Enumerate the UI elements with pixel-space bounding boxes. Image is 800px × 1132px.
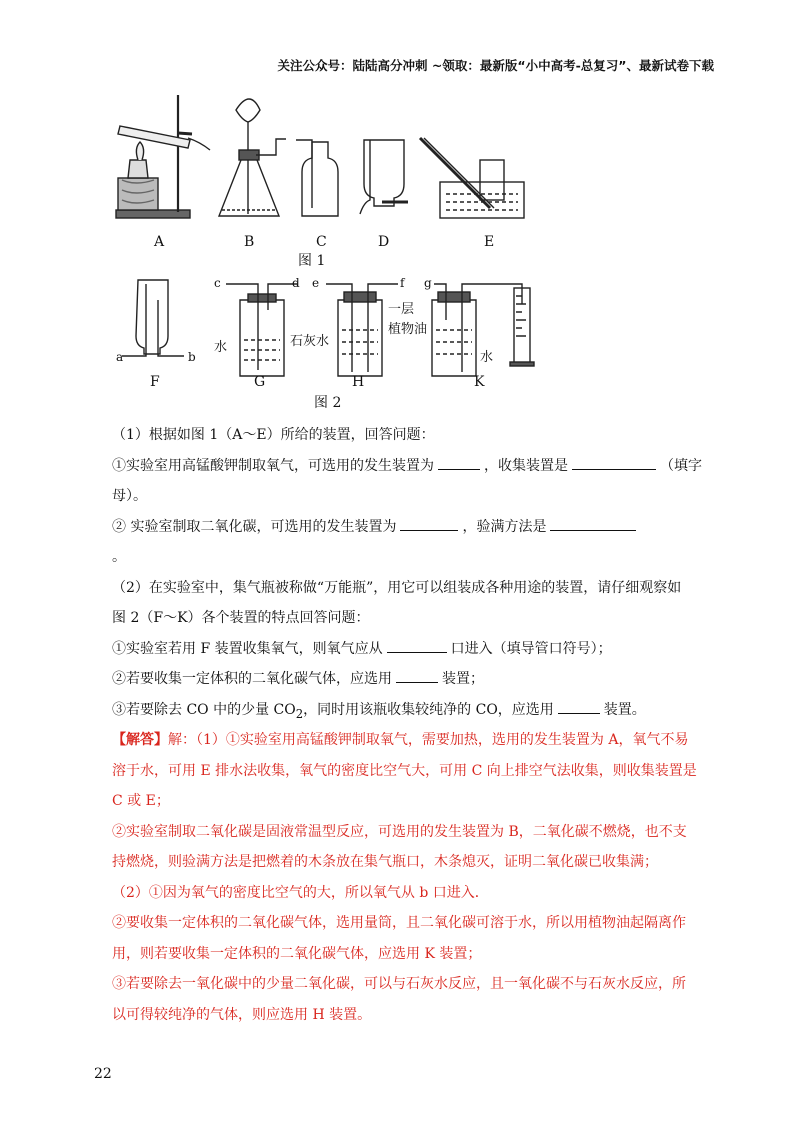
answer-line-6: （2）①因为氧气的密度比空气的大，所以氧气从 b 口进入． [112, 884, 489, 901]
answer-blank[interactable] [400, 514, 458, 531]
apparatus-b-drawing [219, 99, 286, 216]
label-a: A [154, 234, 165, 250]
answer-tag: 【解答】 [112, 732, 168, 748]
figure1-caption: 图 1 [298, 253, 326, 269]
figure2-caption: 图 2 [314, 395, 342, 411]
label-f: F [150, 374, 160, 390]
port-f: f [400, 276, 405, 290]
label-k: K [474, 374, 485, 390]
label-c: C [316, 234, 327, 250]
answer-blank[interactable] [550, 514, 636, 531]
label-e: E [484, 234, 495, 250]
answer-line-9: ③若要除去一氧化碳中的少量二氧化碳，可以与石灰水反应，且一氧化碳不与石灰水反应，所 [112, 976, 686, 992]
page-header: 关注公众号：陆陆高分冲刺 ~领取：最新版“小中高考-总复习”、最新试卷下载 [277, 58, 714, 73]
apparatus-g-drawing [226, 284, 298, 376]
question-answer-body [112, 420, 706, 1030]
answer-line-7: ②要收集一定体积的二氧化碳气体，选用量筒，且二氧化碳可溶于水，所以用植物油起隔离作 [112, 915, 686, 931]
label-g: G [254, 374, 266, 390]
q1-item2-cont: 。 [112, 549, 126, 565]
answer-line-3: C 或 E； [112, 793, 170, 809]
q2-intro-a: （2）在实验室中，集气瓶被称做“万能瓶”，用它可以组装成各种用途的装置，请仔细观察如 [112, 579, 682, 596]
label-d: D [378, 234, 390, 250]
answer-line-5: 持燃烧，则验满方法是把燃着的木条放在集气瓶口，木条熄灭，证明二氧化碳已收集满； [112, 854, 658, 870]
apparatus-c-drawing [296, 140, 338, 216]
port-d: d [292, 276, 300, 290]
apparatus-d-drawing [360, 140, 408, 214]
annotation-water-k: 水 [480, 350, 494, 365]
annotation-water-g: 水 [214, 340, 228, 355]
answer-blank[interactable] [387, 636, 447, 653]
port-e: e [312, 276, 320, 290]
port-c: c [214, 276, 221, 290]
apparatus-f-drawing [122, 280, 184, 356]
answer-line-10: 以可得较纯净的气体，则应选用 H 装置。 [112, 1006, 372, 1023]
q1-intro: （1）根据如图 1（A～E）所给的装置，回答问题： [112, 427, 435, 443]
q2-intro-b: 图 2（F～K）各个装置的特点回答问题： [112, 610, 370, 626]
q2-item3: ③若要除去 CO 中的少量 $CO_2$，同时用该瓶收集较纯净的 CO，应选用 装置。 [112, 695, 706, 726]
q1-item1-cont: 母）。 [112, 488, 147, 504]
port-g: g [424, 276, 432, 290]
label-b: B [244, 234, 255, 250]
answer-line-4: ②实验室制取二氧化碳是固液常温型反应，可选用的发生装置为 B，二氧化碳不燃烧，也不支 [112, 823, 687, 840]
answer-blank[interactable] [396, 666, 438, 683]
label-h: H [352, 374, 365, 390]
answer-blank[interactable] [558, 697, 600, 714]
q1-item1: ①实验室用高锰酸钾制取氧气，可选用的发生装置为 ，收集装置是 （填字 [112, 451, 706, 482]
annotation-oil-line1: 一层 [388, 302, 415, 317]
q2-item2: ②若要收集一定体积的二氧化碳气体，应选用 装置； [112, 664, 706, 695]
q1-item2: ② 实验室制取二氧化碳，可选用的发生装置为 ，验满方法是 [112, 512, 706, 543]
annotation-limewater: 石灰水 [290, 334, 330, 349]
q2-item1: ①实验室若用 F 装置收集氧气，则氧气应从 口进入（填导管口符号）； [112, 634, 706, 665]
apparatus-e-drawing [420, 138, 524, 218]
answer-blank[interactable] [572, 453, 656, 470]
port-a: a [116, 350, 124, 364]
annotation-oil-line2: 植物油 [388, 322, 428, 337]
apparatus-a-drawing [116, 95, 210, 218]
answer-blank[interactable] [438, 453, 480, 470]
page-number: 22 [94, 1066, 112, 1082]
answer-line-2: 溶于水，可用 E 排水法收集，氧气的密度比空气大，可用 C 向上排空气法收集，则收集装置是 [112, 762, 697, 779]
port-b: b [188, 350, 196, 364]
answer-line-1: 【解答】解：（1）①实验室用高锰酸钾制取氧气，需要加热，选用的发生装置为 A，氧气不易 [112, 732, 689, 748]
answer-line-8: 用，则若要收集一定体积的二氧化碳气体，应选用 K 装置； [112, 945, 482, 962]
